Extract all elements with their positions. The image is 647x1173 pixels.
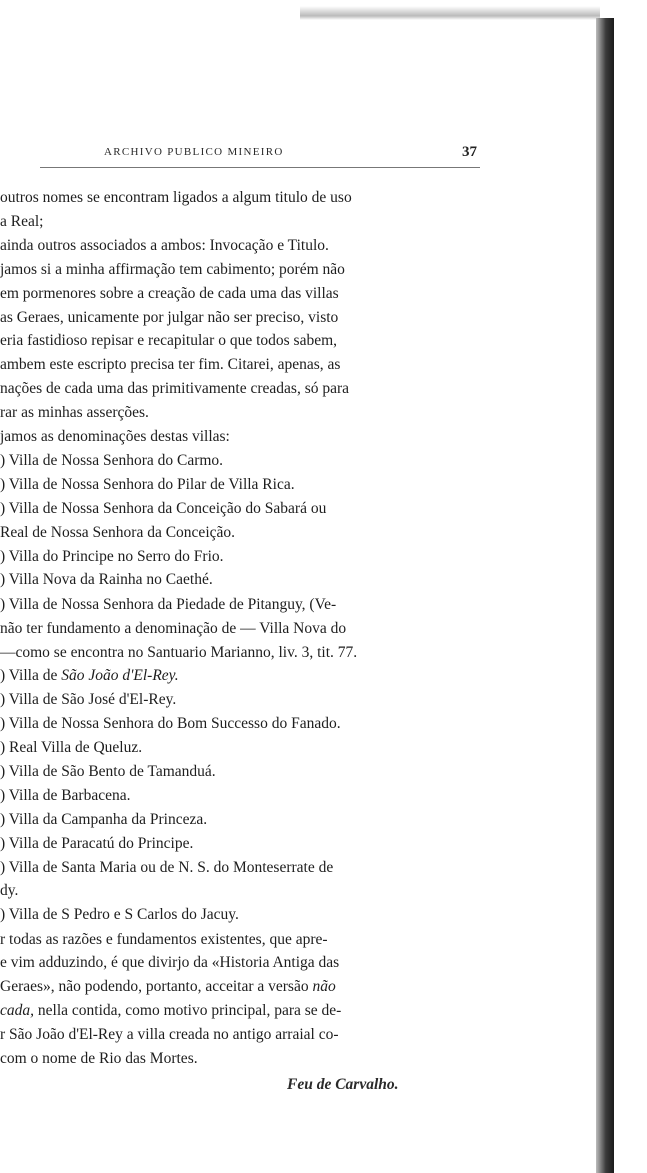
text-line: Real de Nossa Senhora da Conceição. [0, 524, 236, 541]
text-line: eria fastidioso repisar e recapitular o que todos sabem, [0, 332, 338, 349]
text-line: jamos as denominações destas villas: [0, 428, 230, 445]
text-line: a Real; [0, 213, 44, 230]
text-line: r todas as razões e fundamentos existentes, que apre- [0, 931, 328, 948]
list-item: ) Villa de Nossa Senhora da Piedade de Pitanguy, (Ve- [0, 596, 337, 613]
text-line: —como se encontra no Santuario Marianno, liv. 3, tit. 77. [0, 644, 358, 661]
list-item: ) Villa de Paracatú do Principe. [0, 835, 194, 852]
text-line: Geraes», não podendo, portanto, acceitar a versão não [0, 978, 336, 995]
list-item: ) Villa de S Pedro e S Carlos do Jacuy. [0, 906, 239, 923]
text-line: não ter fundamento a denominação de — Villa Nova do [0, 620, 347, 637]
list-item: ) Villa de São Bento de Tamanduá. [0, 763, 216, 780]
text-line: com o nome de Rio das Mortes. [0, 1050, 198, 1067]
list-item: ) Villa da Campanha da Princeza. [0, 811, 208, 828]
text-line: r São João d'El-Rey a villa creada no antigo arraial co- [0, 1026, 339, 1043]
list-item: ) Villa de Nossa Senhora do Carmo. [0, 452, 224, 469]
italic-word: cada, [0, 1002, 35, 1019]
list-item: ) Villa de Santa Maria ou de N. S. do Monteserrate de [0, 859, 334, 876]
text-line: nações de cada uma das primitivamente creadas, só para [0, 380, 350, 397]
author-signature: Feu de Carvalho. [287, 1076, 399, 1093]
italic-word: não [312, 978, 336, 995]
list-item: ) Real Villa de Queluz. [0, 739, 143, 756]
list-item: ) Villa de São João d'El-Rey. [0, 667, 179, 684]
list-item: ) Villa Nova da Rainha no Caethé. [0, 571, 213, 588]
list-item: ) Villa de São José d'El-Rey. [0, 691, 177, 708]
italic-name: São João d'El-Rey. [61, 667, 179, 684]
list-item: ) Villa de Nossa Senhora do Pilar de Villa Rica. [0, 476, 295, 493]
text-line: cada, nella contida, como motivo principal, para se de- [0, 1002, 342, 1019]
list-item: ) Villa do Principe no Serro do Frio. [0, 548, 224, 565]
list-item: ) Villa de Nossa Senhora do Bom Successo do Fanado. [0, 715, 341, 732]
text-line: as Geraes, unicamente por julgar não ser preciso, visto [0, 309, 339, 326]
list-item: ) Villa de Barbacena. [0, 787, 131, 804]
list-item: ) Villa de Nossa Senhora da Conceição do Sabará ou [0, 500, 327, 517]
text-line: rar as minhas asserções. [0, 404, 149, 421]
running-head: ARCHIVO PUBLICO MINEIRO [104, 146, 284, 158]
page-number: 37 [462, 144, 477, 160]
header-rule [40, 167, 480, 168]
text-line: e vim adduzindo, é que divirjo da «Historia Antiga das [0, 954, 340, 971]
text-line: em pormenores sobre a creação de cada uma das villas [0, 285, 339, 302]
page-spine-edge [596, 18, 614, 1173]
text-line: dy. [0, 882, 19, 899]
text-line: outros nomes se encontram ligados a algum titulo de uso [0, 189, 352, 206]
text-line: ambem este escripto precisa ter fim. Citarei, apenas, as [0, 356, 341, 373]
scan-shadow [300, 6, 600, 20]
text-line: ainda outros associados a ambos: Invocação e Titulo. [0, 237, 329, 254]
text-line: jamos si a minha affirmação tem cabimento; porém não [0, 261, 345, 278]
